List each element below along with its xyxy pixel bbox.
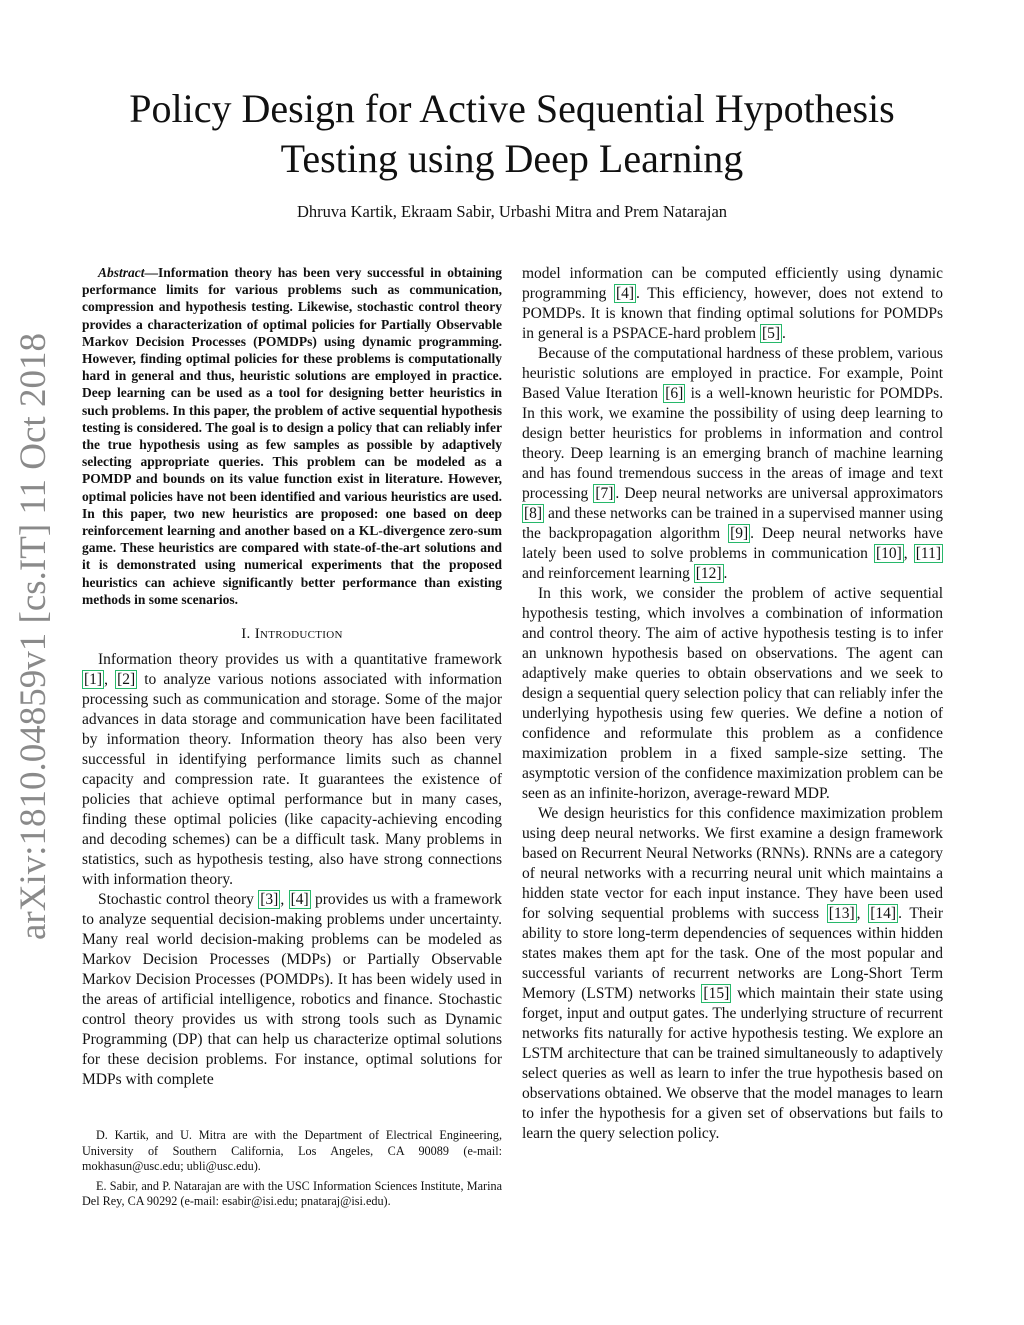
text-run: to analyze various notions associated with information processing such as communication and storage. Some of the major advances in data storage and communication have been facilitated by information theory. Information theory has also been very successful in identifying performance limits such as channel capacity and compression rate. It guarantees the existence of policies that achieve optimal performance but in many cases, finding these optimal policies (like capacity-achieving encoding and decoding schemes) can be a difficult task. Many problems in statistics, such as hypothesis testing, also have strong connections with information theory. (82, 671, 502, 889)
section-number: I. (241, 626, 251, 643)
citation-link[interactable]: [3] (260, 891, 279, 909)
text-run: model information can be computed efficiently using dynamic programming (522, 265, 943, 302)
text-run: . (723, 565, 728, 582)
citation-link[interactable]: [8] (524, 505, 543, 522)
citation-link[interactable]: [4] (290, 891, 309, 909)
citation-link[interactable]: [12] (695, 565, 722, 582)
text-run: . Their ability to store long-term dependencies of sequences within hidden states makes them apt for the task. One of the most popular and successful variants of recurrent networks are Long-Short Term Memory (LSTM) networks (522, 905, 943, 1002)
footnote-affiliation-1: D. Kartik, and U. Mitra are with the Department of Electrical Engineering, University of Southern California, Los Angeles, CA 90089 (e-mail: mokhasun@usc.edu; ubli@usc.edu). (82, 1128, 502, 1173)
right-paragraph-3: In this work, we consider the problem of active sequential hypothesis testing, which involves a combination of information and control theory. The aim of active hypothesis testing is to infer an unknown hypothesis based on observations. The agent can adaptively make queries to obtain observations and we seek to design a sequential query selection policy that can reliably infer the underlying hypothesis using few queries. We define a notion of confidence and reformulate this problem as a confidence maximization problem in a fixed sample-size setting. The asymptotic version of the confidence maximization problem can be seen as an infinite-horizon, average-reward MDP. (522, 585, 943, 802)
text-run: , (104, 671, 116, 689)
text-run: and reinforcement learning (522, 565, 694, 582)
section-heading-introduction (82, 624, 502, 644)
text-run: which maintain their state using forget, input and output gates. The underlying structure of recurrent networks fits naturally for active hypothesis testing. We explore an LSTM architecture that can be trained simultaneously to adaptively select queries as well as learn to infer the true hypothesis based on observations obtained. We observe that the model manages to learn to infer the hypothesis for a given set of observations but fails to learn the query selection policy. (522, 985, 943, 1142)
intro-paragraph-1 (82, 650, 502, 890)
citation-link[interactable]: [14] (870, 905, 897, 922)
right-column (522, 264, 943, 1144)
text-run: is a well-known heuristic for POMDPs. In this work, we examine the possibility of using deep learning to design better heuristics for problems in information and control theory. Deep learning is an emerging branch of machine learning and has found tremendous success in the areas of image and text processing (522, 385, 943, 502)
citation-link[interactable]: [10] (875, 545, 902, 562)
abstract-text: —Information theory has been very successful in obtaining performance limits for various problems such as communication, compression and hypothesis testing. Likewise, stochastic control theory provides a characterization of optimal policies for Partially Observable Markov Decision Processes (POMDPs) using dynamic programming. However, finding optimal policies for these problems is computationally hard in general and thus, heuristic solutions are employed in practice. Deep learning can be used as a tool for designing better heuristics in such problems. In this paper, the problem of active sequential hypothesis testing is considered. The goal is to design a policy that can reliably infer the true hypothesis using as few samples as possible by adaptively selecting appropriate queries. This problem can be modeled as a POMDP and bounds on its value function exist in literature. However, optimal policies have not been identified and various heuristics are used. In this paper, two new heuristics are proposed: one based on deep reinforcement learning and another based on a KL-divergence zero-sum game. These heuristics are compared with state-of-the-art solutions and it is demonstrated using numerical experiments that the proposed heuristics can achieve significantly better performance than existing methods in some scenarios. (82, 265, 502, 607)
abstract-label: Abstract (98, 265, 145, 280)
text-run: . (782, 325, 786, 342)
text-run: Information theory provides us with a quantitative framework (98, 651, 502, 669)
text-run: . This efficiency, however, does not extend to POMDPs. It is known that finding optimal solutions for POMDPs in general is a PSPACE-hard problem (522, 285, 943, 342)
intro-paragraph-2 (82, 890, 502, 1090)
citation-link[interactable]: [6] (665, 385, 684, 402)
citation-link[interactable]: [1] (84, 671, 103, 689)
right-paragraph-4 (522, 804, 943, 1144)
abstract (82, 264, 502, 608)
citation-link[interactable]: [7] (595, 485, 614, 502)
text-run: provides us with a framework to analyze sequential decision-making problems under uncertainty. Many real world decision-making problems can be modeled as Markov Decision Processes (MDPs) or Partially Observable Markov Decision Processes (POMDPs). It has been widely used in the areas of artificial intelligence, robotics and finance. Stochastic control theory provides us with strong tools such as Dynamic Programming (DP) that can help us characterize optimal solutions for these decision problems. For instance, optimal solutions for MDPs with complete (82, 891, 503, 1089)
text-run: Stochastic control theory (98, 891, 259, 909)
paper-title: Policy Design for Active Sequential Hypothesis Testing using Deep Learning (129, 86, 895, 181)
right-paragraph-2 (522, 344, 943, 584)
citation-link[interactable]: [4] (615, 285, 635, 302)
footnotes (82, 1128, 502, 1210)
text-run: We design heuristics for this confidence maximization problem using deep neural networks. We first examine a design framework based on Recurrent Neural Networks (RNNs). RNNs are a category of neural networks with a recurring neural unit which maintains a hidden state vector for each input instance. They have been used for solving sequential problems with success (522, 805, 943, 922)
citation-link[interactable]: [2] (117, 671, 136, 689)
citation-link[interactable]: [15] (703, 985, 730, 1002)
citation-link[interactable]: [9] (730, 525, 749, 542)
text-run: , (280, 891, 289, 909)
text-run: , (856, 905, 869, 922)
section-title: Introduction (254, 626, 343, 643)
citation-link[interactable]: [5] (761, 325, 781, 342)
text-run: , (903, 545, 914, 562)
text-run: . Deep neural networks have lately been used to solve problems in communication (522, 525, 944, 562)
arxiv-identifier: arXiv:1810.04859v1 [cs.IT] 11 Oct 2018 (13, 333, 54, 940)
left-column (82, 264, 502, 1090)
citation-link[interactable]: [13] (828, 905, 855, 922)
text-run: Because of the computational hardness of these problem, various heuristic solutions are employed in practice. For example, Point Based Value Iteration (522, 345, 943, 402)
citation-link[interactable]: [11] (915, 545, 942, 562)
text-run: and these networks can be trained in a supervised manner using the backpropagation algorithm (522, 505, 943, 542)
author-list: Dhruva Kartik, Ekraam Sabir, Urbashi Mitra and Prem Natarajan (296, 202, 728, 221)
right-paragraph-1 (522, 264, 943, 344)
footnote-affiliation-2: E. Sabir, and P. Natarajan are with the USC Information Sciences Institute, Marina Del Rey, CA 90292 (e-mail: esabir@isi.edu; pnataraj@isi.edu). (82, 1178, 502, 1208)
text-run: . Deep neural networks are universal approximators (615, 485, 943, 502)
